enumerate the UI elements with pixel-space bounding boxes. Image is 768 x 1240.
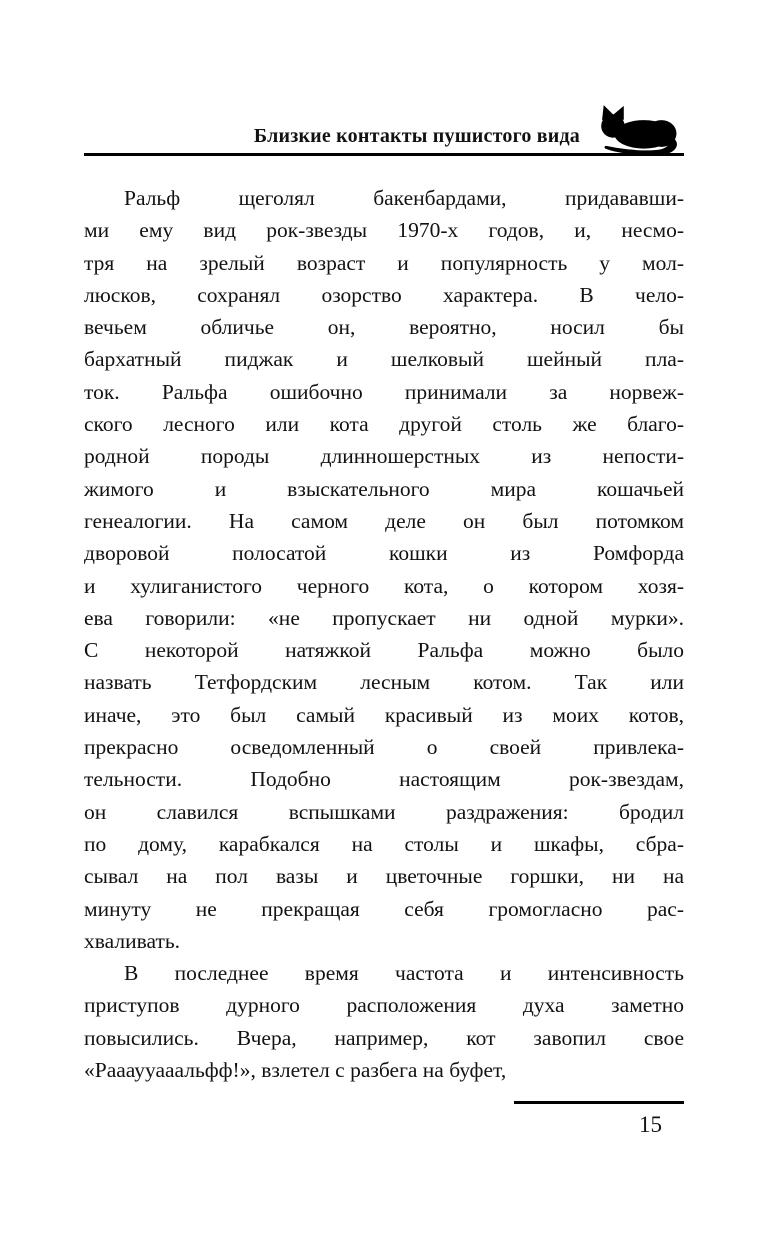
text-line: В последнее время частота и интенсивность bbox=[124, 961, 684, 986]
running-head-title: Близкие контакты пушистого вида bbox=[253, 125, 580, 147]
text-line: по дому, карабкался на столы и шкафы, сбра- bbox=[84, 831, 684, 856]
text-line: Ральф щеголял бакенбардами, придававши- bbox=[124, 186, 684, 210]
text-line: хваливать. bbox=[84, 928, 181, 953]
text-line: повысились. Вчера, например, кот завопил свое bbox=[84, 1025, 684, 1050]
body-text bbox=[84, 182, 684, 1086]
text-line: ского лесного или кота другой столь же благо- bbox=[84, 412, 684, 437]
text-line: иначе, это был самый красивый из моих котов, bbox=[84, 702, 684, 727]
text-line: тельности. Подобно настоящим рок-звездам, bbox=[84, 767, 684, 792]
text-line: он славился вспышками раздражения: бродил bbox=[84, 799, 684, 824]
footer-rule bbox=[514, 1101, 684, 1104]
text-line: минуту не прекращая себя громогласно рас- bbox=[84, 896, 684, 921]
text-line: прекрасно осведомленный о своей привлека- bbox=[84, 735, 684, 760]
text-line: ева говорили: «не пропускает ни одной мурки». bbox=[84, 605, 684, 630]
text-line: дворовой полосатой кошки из Ромфорда bbox=[84, 541, 684, 566]
page-header bbox=[84, 100, 684, 156]
header-row bbox=[84, 100, 684, 152]
text-line: вечьем обличье он, вероятно, носил бы bbox=[84, 315, 684, 340]
text-line: ток. Ральфа ошибочно принимали за норвеж- bbox=[84, 379, 684, 404]
text-line: «Раааууааальфф!», взлетел с разбега на буфет, bbox=[84, 1058, 507, 1083]
cat-silhouette-icon bbox=[592, 103, 684, 159]
text-line: приступов дурного расположения духа заметно bbox=[84, 993, 684, 1018]
text-line: назвать Тетфордским лесным котом. Так или bbox=[84, 670, 684, 695]
text-line: тря на зрелый возраст и популярность у мол- bbox=[84, 250, 684, 275]
text-line: сывал на пол вазы и цветочные горшки, ни на bbox=[84, 864, 684, 889]
text-line: и хулиганистого черного кота, о котором хозя- bbox=[84, 573, 684, 598]
page-number: 15 bbox=[639, 1112, 662, 1137]
text-line: родной породы длинношерстных из непости- bbox=[84, 444, 684, 469]
text-line: ми ему вид рок-звезды 1970-х годов, и, несмо- bbox=[84, 218, 684, 243]
text-line: С некоторой натяжкой Ральфа можно было bbox=[84, 638, 684, 663]
text-line: люсков, сохранял озорство характера. В чело- bbox=[84, 282, 684, 307]
text-line: бархатный пиджак и шелковый шейный пла- bbox=[84, 347, 684, 372]
paragraph bbox=[84, 182, 684, 957]
text-line: жимого и взыскательного мира кошачьей bbox=[84, 476, 684, 501]
paragraph bbox=[84, 957, 684, 1086]
text-line: генеалогии. На самом деле он был потомком bbox=[84, 508, 684, 533]
